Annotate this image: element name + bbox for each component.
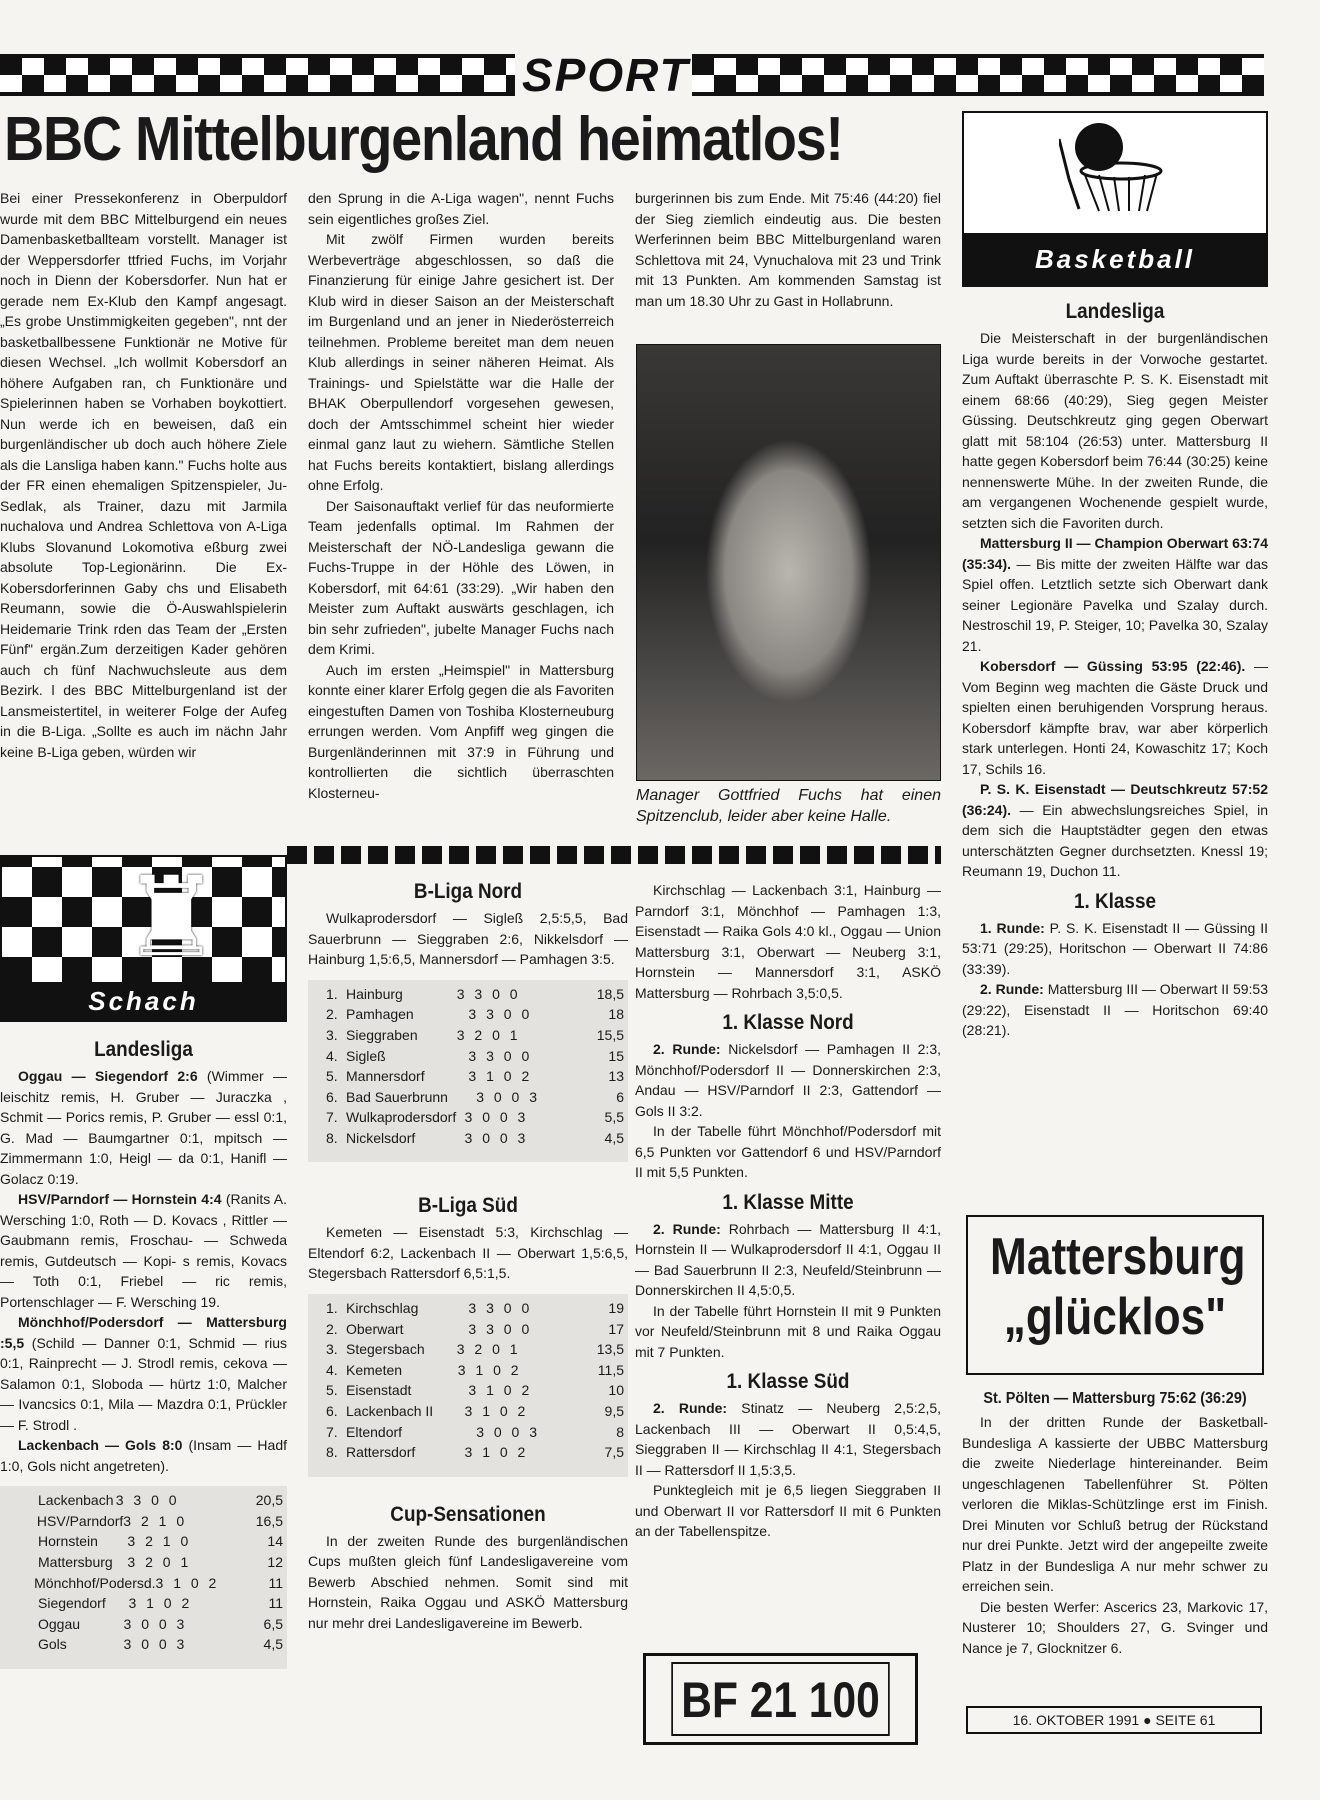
- record: 3 3 0 0: [456, 985, 521, 1002]
- points: 13,5: [596, 1341, 624, 1358]
- result-paragraph: Lackenbach — Gols 8:0 (Insam — Hadf 1:0, Gols nicht angetreten).: [0, 1437, 287, 1474]
- points: 13: [608, 1068, 624, 1085]
- table-row: [326, 1401, 624, 1422]
- points: 4,5: [263, 1636, 283, 1653]
- result-paragraph: In der zweiten Runde des burgenländischen Cups mußten gleich fünf Landesligavereine vom Bewerb Abschied nehmen. Somit sind mit Hornstein, Raika Oggau und ASKÖ Mattersburg nur mehr drei Landesligavereine im Bewerb.: [308, 1532, 628, 1631]
- mattersburg-title2: „glücklos": [1003, 1288, 1227, 1346]
- article-paragraph: Auch im ersten „Heimspiel" in Mattersburg konnte einer klarer Erfolg gegen die als Favoriten eingestuften Damen von Toshiba Klosterneuburg errungen werden. Vom Anpfiff weg gingen die Burgenländerinnen mit 37:9 in Führung und kontrollierten die sichtlich überraschten Klosterneu-: [308, 661, 614, 801]
- section-divider: [287, 846, 941, 864]
- standings-table: [0, 1486, 287, 1669]
- team: Stegersbach: [346, 1341, 425, 1358]
- schach-box: [0, 855, 287, 1022]
- table-row: [326, 1004, 624, 1025]
- team: Hainburg: [346, 985, 403, 1002]
- rank: 4.: [326, 1047, 338, 1064]
- standings-table: [308, 980, 628, 1163]
- article-paragraph: den Sprung in die A-Liga wagen", nennt Fuchs sein eigentliches großes Ziel.: [308, 190, 614, 227]
- points: 8: [616, 1423, 624, 1440]
- team: Wulkaprodersdorf: [346, 1109, 457, 1126]
- team: Sigleß: [346, 1047, 386, 1064]
- basketball-box: [962, 111, 1268, 287]
- match-result: St. Pölten — Mattersburg 75:62 (36:29): [983, 1390, 1247, 1407]
- points: 18: [608, 1006, 624, 1023]
- table-row: [326, 1298, 624, 1319]
- table-row: [18, 1634, 283, 1655]
- record: 3 3 0 0: [115, 1492, 180, 1509]
- points: 6,5: [263, 1615, 283, 1632]
- table-row: [18, 1531, 283, 1552]
- table-row: [18, 1593, 283, 1614]
- header-band-left: [0, 54, 515, 96]
- team: Lackenbach II: [346, 1403, 434, 1420]
- team: Eisenstadt: [346, 1382, 412, 1399]
- article-paragraph: Der Saisonauftakt verlief für das neuformierte Team jedenfalls optimal. Im Rahmen der Meisterschaft der NÖ-Landesliga gewann die Fuchs-Truppe in der Höhle des Löwen, in Kobersdorf, mit 64:61 (33:29). „Wir haben den Meister zum Auftakt auswärts geschlagen, ich bin sehr zufrieden", jubelte Manager Fuchs nach dem Krimi.: [308, 497, 614, 657]
- points: 18,5: [596, 985, 624, 1002]
- section-heading: 1. Klasse Süd: [726, 1370, 850, 1393]
- points: 17: [608, 1320, 624, 1337]
- table-row: [326, 1107, 624, 1128]
- rank: 3.: [326, 1341, 338, 1358]
- result-paragraph: Kirchschlag — Lackenbach 3:1, Hainburg — Parndorf 3:1, Mönchhof — Pamhagen 1:3, Eisenstadt — Raika Gols 4:0 kl., Oggau — Union Mattersburg 3:1, Oberwart — Neuberg 3:1, Hornstein — Mannersdorf 3:1, ASKÖ Mattersburg — Rohrbach 3,5:0,5.: [635, 882, 941, 1001]
- result-paragraph: HSV/Parndorf — Hornstein 4:4 (Ranits A. Wersching 1:0, Roth — D. Kovacs , Rittler — Gaubmann remis, Froschau- — Schweda remis, Gutdeutsch — Kopi- s remis, Kovacs — Toth 0:1, Friebel — ric remis, Portenschlager — F. Wersching 19.: [0, 1191, 287, 1310]
- section-title: SPORT: [522, 49, 690, 101]
- header-band-right: [692, 54, 1264, 96]
- record: 3 2 0 1: [127, 1554, 192, 1571]
- record: 3 0 0 3: [464, 1129, 529, 1146]
- mattersburg-box: [966, 1215, 1264, 1375]
- team: Lackenbach: [38, 1492, 114, 1509]
- article-paragraph: In der dritten Runde der Basketball-Bundesliga A kassierte der UBBC Mattersburg die zweite Niederlage hintereinander. Beim ungeschlagenen Tabellenführer St. Pölten verloren die Miklas-Schützlinge erst im Finish. Drei Minuten vor Schluß betrug der Rückstand nur drei Punkte. Jetzt wird der angepeilte zweite Platz in der Bundesliga A nur mehr schwer zu erreichen sein.: [962, 1414, 1268, 1594]
- result-paragraph: 1. Runde: P. S. K. Eisenstadt II — Güssing II 53:71 (29:25), Horitschon — Oberwart II 74:86 (33:39).: [962, 919, 1268, 977]
- team: Kirchschlag: [346, 1300, 419, 1317]
- result-paragraph: P. S. K. Eisenstadt — Deutschkreutz 57:52 (36:24). — Ein abwechslungsreiches Spiel, in dem sich die Hauptstädter gegen den etwas unterschätzten Gegner durchsetzten. Knessl 19; Reumann 19, Duchon 11.: [962, 781, 1268, 879]
- team: Mannersdorf: [346, 1068, 425, 1085]
- result-paragraph: Wulkaprodersdorf — Sigleß 2,5:5,5, Bad Sauerbrunn — Sieggraben 2:6, Nikkelsdorf — Hainburg 1,5:6,5, Mannersdorf — Pamhagen 3:5.: [308, 910, 628, 967]
- rank: 8.: [326, 1129, 338, 1146]
- result-paragraph: In der Tabelle führt Mönchhof/Podersdorf mit 6,5 Punkten vor Gattendorf 6 und HSV/Parndorf II mit 5,5 Punkten.: [635, 1123, 941, 1180]
- section-heading: B-Liga Nord: [413, 880, 523, 903]
- table-row: [326, 1421, 624, 1442]
- bliga-results: [308, 872, 628, 1633]
- result-paragraph: Mönchhof/Podersdorf — Mattersburg :5,5 (Schild — Danner 0:1, Schmid — rius 0:1, Rainprecht — J. Strodl remis, cekova — Salamon 0:1, Sloboda — hürtz 1:0, Malcher — Ivancsics 0:1, Mila — Mazdra 0:1, Prückler — F. Strodl .: [0, 1314, 287, 1433]
- record: 3 1 0 2: [128, 1595, 193, 1612]
- table-row: [18, 1572, 283, 1593]
- record: 3 1 0 2: [464, 1444, 529, 1461]
- record: 3 2 1 0: [123, 1512, 188, 1529]
- basketball-label: Basketball: [964, 233, 1266, 285]
- record: 3 0 0 3: [123, 1615, 188, 1632]
- team: Gols: [38, 1636, 67, 1653]
- team: Kemeten: [346, 1361, 403, 1378]
- result-paragraph: In der Tabelle führt Hornstein II mit 9 Punkten vor Neufeld/Steinbrunn mit 8 und Raika Oggau mit 7 Punkten.: [635, 1302, 941, 1360]
- points: 16,5: [255, 1512, 283, 1529]
- rank: 8.: [326, 1444, 338, 1461]
- team: Rattersdorf: [346, 1444, 416, 1461]
- table-row: [326, 1066, 624, 1087]
- record: 3 1 0 2: [468, 1382, 533, 1399]
- result-paragraph: Oggau — Siegendorf 2:6 (Wimmer — leischitz remis, H. Gruber — Juraczka , Schmit — Porics remis, P. Gruber — essl 0:1, G. Mad — Baumgartner 0:1, mpitsch — Zimmermann 1:0, Heigl — da 0:1, Hanifl — Golacz 0:19.: [0, 1068, 287, 1187]
- record: 3 1 0 2: [464, 1403, 529, 1420]
- result-paragraph: Mattersburg II — Champion Oberwart 63:74 (35:34). — Bis mitte der zweiten Hälfte war das Spiel offen. Letztlich setzte sich Oberwart dank seiner Legionäre Pavelka und Szalay durch. Nestroschil 19, P. Steiger, 10; Pavelka 30, Szalay 21.: [962, 535, 1268, 654]
- section-heading: 1. Klasse: [1074, 889, 1156, 913]
- result-paragraph: 2. Runde: Mattersburg III — Oberwart II 59:53 (29:22), Eisenstadt II — Horitschon 69:40 (28:21).: [962, 981, 1269, 1038]
- team: Oberwart: [346, 1320, 404, 1337]
- table-row: [326, 984, 624, 1005]
- schach-label: Schach: [2, 982, 285, 1020]
- article-paragraph: burgerinnen bis zum Ende. Mit 75:46 (44:20) fiel der Sieg ziemlich eindeutig aus. Die besten Werferinnen beim BBC Mittelburgenland waren Schlettova mit 24, Vynuchalova mit 23 und Trink mit 13 Punkten. Am kommenden Samstag ist man um 18.30 Uhr zu Gast in Hollabrunn.: [635, 190, 941, 309]
- table-row: [326, 1045, 624, 1066]
- article-paragraph: Die besten Werfer: Ascerics 23, Markovic 17, Nusterer 10; Shoulders 27, G. Svinger und Nance je 7, Glocknitzer 6.: [962, 1598, 1268, 1656]
- article-col2: [308, 188, 614, 803]
- points: 15: [608, 1047, 624, 1064]
- record: 3 1 0 2: [155, 1574, 220, 1591]
- points: 20,5: [255, 1492, 283, 1509]
- rank: 5.: [326, 1382, 338, 1399]
- headline: BBC Mittelburgenland heimatlos!: [4, 105, 843, 174]
- section-heading: Cup-Sensationen: [390, 1502, 546, 1526]
- table-row: [18, 1614, 283, 1635]
- points: 5,5: [604, 1109, 624, 1126]
- points: 7,5: [604, 1444, 624, 1461]
- points: 11: [268, 1574, 283, 1591]
- rank: 5.: [326, 1068, 338, 1085]
- team: Eltendorf: [346, 1423, 403, 1440]
- points: 12: [267, 1554, 283, 1571]
- table-row: [326, 1318, 624, 1339]
- record: 3 3 0 0: [468, 1320, 533, 1337]
- team: Hornstein: [38, 1533, 98, 1550]
- record: 3 0 0 3: [464, 1109, 529, 1126]
- table-row: [326, 1380, 624, 1401]
- schach-results: [0, 1030, 287, 1669]
- record: 3 2 0 1: [456, 1341, 521, 1358]
- team: Mönchhof/Podersd.: [34, 1574, 156, 1591]
- team: Oggau: [38, 1615, 81, 1632]
- team: Nickelsdorf: [346, 1129, 416, 1146]
- article-paragraph: Bei einer Pressekonferenz in Oberpuldorf wurde mit dem BBC Mittelburgend ein neues Damenbasketballteam vorstellt. Manager ist der Weppersdorfer ttfried Fuchs, im Vorjahr noch in Dienn der Kobersdorfer. Nun hat er gerade nem Ex-Klub den Kampf angesagt. „Es grobe Unstimmigkeiten gegeben", nnt der basketballbessene Funktionär ne Motive für diesen Wechsel. „Ich wollmit Kobersdorf an höhere Aufgaben ran, ch Funktionäre und Spielerinnen haben se Vorhaben boykottiert. Nun werde ich en beweisen, daß ein burgenländischer ub doch auch höhere Ziele als die Lansliga haben kann." Fuchs holte aus der FR einen ehemaligen Spitzenspieler, Ju- Sedlak, als Trainer, dazu mit Jarmila nuchalova und Andrea Schlettova von A-Liga Klubs Slovanund Lokomotiva eßburg zwei absolute Top-Legionärinn. Die Ex-Kobersdorferinnen Gaby chs und Elisabeth Reumann, sowie die Ö-Auswahlspielerin Heidemarie Trink rden das Team der „Ersten Fünf" ergän.Zum derzeitigen Kader gehören auch ch fünf Nachwuchsleute aus dem Bezirk. l des BBC Mittelburgenland ist der Lansmeistertitel, in weiterer Folge der Aufeg in die B-Liga. „Sollte es auch im nächn Jahr keine B-Liga geben, würden wir: [0, 190, 287, 760]
- section-heading: Landesliga: [94, 1038, 193, 1061]
- result-paragraph: Kobersdorf — Güssing 53:95 (22:46). — Vom Beginn weg machten die Gäste Druck und spielten einen beruhigenden Vorsprung heraus. Kobersdorf kämpfte brav, war aber körperlich stark unterlegen. Honti 24, Kowaschitz 17; Koch 17, Schils 16.: [962, 658, 1269, 777]
- points: 19: [608, 1300, 624, 1317]
- article-col3: [635, 188, 941, 311]
- team: HSV/Parndorf: [36, 1512, 124, 1529]
- result-paragraph: Punktegleich mit je 6,5 liegen Sieggraben II und Oberwart II vor Rattersdorf II mit 6 Punkten an der Tabellenspitze.: [635, 1482, 941, 1539]
- mattersburg-title: Mattersburg: [990, 1228, 1246, 1286]
- points: 6: [616, 1088, 624, 1105]
- record: 3 3 0 0: [468, 1006, 533, 1023]
- points: 9,5: [604, 1403, 624, 1420]
- points: 4,5: [604, 1129, 624, 1146]
- points: 14: [267, 1533, 283, 1550]
- table-row: [18, 1552, 283, 1573]
- result-paragraph: 2. Runde: Nickelsdorf — Pamhagen II 2:3, Mönchhof/Podersdorf II — Donnerskirchen 2:3, Andau — HSV/Parndorf II 2:3, Gattendorf — Gols II 3:2.: [635, 1041, 941, 1119]
- rank: 7.: [326, 1423, 338, 1440]
- record: 3 3 0 0: [468, 1047, 533, 1064]
- portrait-photo: [636, 344, 941, 781]
- table-row: [326, 1128, 624, 1149]
- table-row: [18, 1490, 283, 1511]
- section-heading: 1. Klasse Nord: [722, 1011, 854, 1034]
- record: 3 1 0 2: [457, 1361, 522, 1378]
- team: Pamhagen: [346, 1006, 414, 1023]
- rank: 1.: [326, 1300, 338, 1317]
- team: Bad Sauerbrunn: [346, 1088, 448, 1105]
- points: 10: [608, 1382, 624, 1399]
- team: Siegendorf: [38, 1595, 106, 1612]
- record: 3 2 1 0: [127, 1533, 192, 1550]
- team: Sieggraben: [346, 1026, 418, 1043]
- record: 3 2 0 1: [456, 1026, 521, 1043]
- record: 3 0 0 3: [476, 1423, 541, 1440]
- chess-rook-icon: ♜: [122, 856, 221, 979]
- photo-caption: Manager Gottfried Fuchs hat einen Spitzenclub, leider aber keine Halle.: [636, 787, 941, 825]
- team: Mattersburg: [38, 1554, 113, 1571]
- basketball-hoop-icon: [1059, 119, 1169, 215]
- points: 15,5: [596, 1026, 624, 1043]
- ad-box: [643, 1653, 918, 1745]
- record: 3 0 0 3: [476, 1088, 541, 1105]
- article-col1: [0, 188, 287, 762]
- table-row: [18, 1511, 283, 1532]
- table-row: [326, 1086, 624, 1107]
- result-paragraph: 2. Runde: Rohrbach — Mattersburg II 4:1, Hornstein II — Wulkaprodersdorf II 4:1, Oggau II — Bad Sauerbrunn II 2:3, Neufeld/Steinbrunn — Donnerskirchen II 4,5:0,5.: [635, 1220, 942, 1298]
- mattersburg-article: [962, 1382, 1268, 1658]
- ad-phone: BF 21 100: [671, 1662, 889, 1736]
- table-row: [326, 1025, 624, 1046]
- section-heading: 1. Klasse Mitte: [722, 1190, 854, 1214]
- rank: 6.: [326, 1088, 338, 1105]
- rank: 2.: [326, 1006, 338, 1023]
- result-paragraph: 2. Runde: Stinatz — Neuberg 2,5:2,5, Lackenbach III — Oberwart II 0,5:4,5, Sieggraben II — Kirchschlag II 4:1, Stegersbach II — Rattersdorf II 1,5:3,5.: [635, 1400, 942, 1478]
- table-row: [326, 1360, 624, 1381]
- klasse-results: [635, 880, 941, 1542]
- points: 11,5: [597, 1361, 624, 1378]
- record: 3 3 0 0: [468, 1300, 533, 1317]
- article-paragraph: Mit zwölf Firmen wurden bereits Werbeverträge abgeschlossen, so daß die Finanzierung für einige Jahre gesichert ist. Der Klub wird in dieser Saison an der Meisterschaft im Burgenland und an jener in Niederösterreich teilnehmen. Probleme bereitet man dem neuen Klub allerdings in seiner näheren Heimat. Als Trainings- und Spielstätte war die Halle der BHAK Oberpullendorf vorgesehen gewesen, doch der Amtsschimmel scheint hier wieder einmal ganz laut zu wiehern. Sämtliche Stellen hat Fuchs bereits kontaktiert, bislang allerdings ohne Erfolg.: [308, 231, 614, 493]
- points: 11: [268, 1595, 283, 1612]
- record: 3 1 0 2: [468, 1068, 533, 1085]
- basketball-results: [962, 292, 1268, 1041]
- rank: 2.: [326, 1320, 338, 1337]
- rank: 4.: [326, 1361, 338, 1378]
- table-row: [326, 1442, 624, 1463]
- record: 3 0 0 3: [123, 1636, 188, 1653]
- table-row: [326, 1339, 624, 1360]
- standings-table: [308, 1294, 628, 1477]
- rank: 1.: [326, 985, 338, 1002]
- rank: 3.: [326, 1026, 338, 1043]
- rank: 7.: [326, 1109, 338, 1126]
- section-heading: B-Liga Süd: [418, 1194, 518, 1218]
- rank: 6.: [326, 1403, 338, 1420]
- page-footer: 16. OKTOBER 1991 ● SEITE 61: [966, 1706, 1262, 1734]
- result-paragraph: Kemeten — Eisenstadt 5:3, Kirchschlag — Eltendorf 6:2, Lackenbach II — Oberwart 1,5:6,5, Stegersbach Rattersdorf 6,5:1,5.: [308, 1224, 628, 1282]
- section-heading: Landesliga: [1065, 300, 1165, 323]
- result-paragraph: Die Meisterschaft in der burgenländischen Liga wurde bereits in der Vorwoche gestartet. Zum Auftakt überraschte P. S. K. Eisenstadt mit einem 68:66 (40:29), Sieg gegen Meister Güssing. Deutschkreutz ging gegen Oberwart glatt mit 58:104 (26:53) unter. Mattersburg II hatte gegen Kobersdorf beim 76:44 (30:25) keine nennenswerte Mühe. In der zweiten Runde, die am vergangenen Wochenende gespielt wurde, setzten sich die Favoriten durch.: [962, 330, 1268, 531]
